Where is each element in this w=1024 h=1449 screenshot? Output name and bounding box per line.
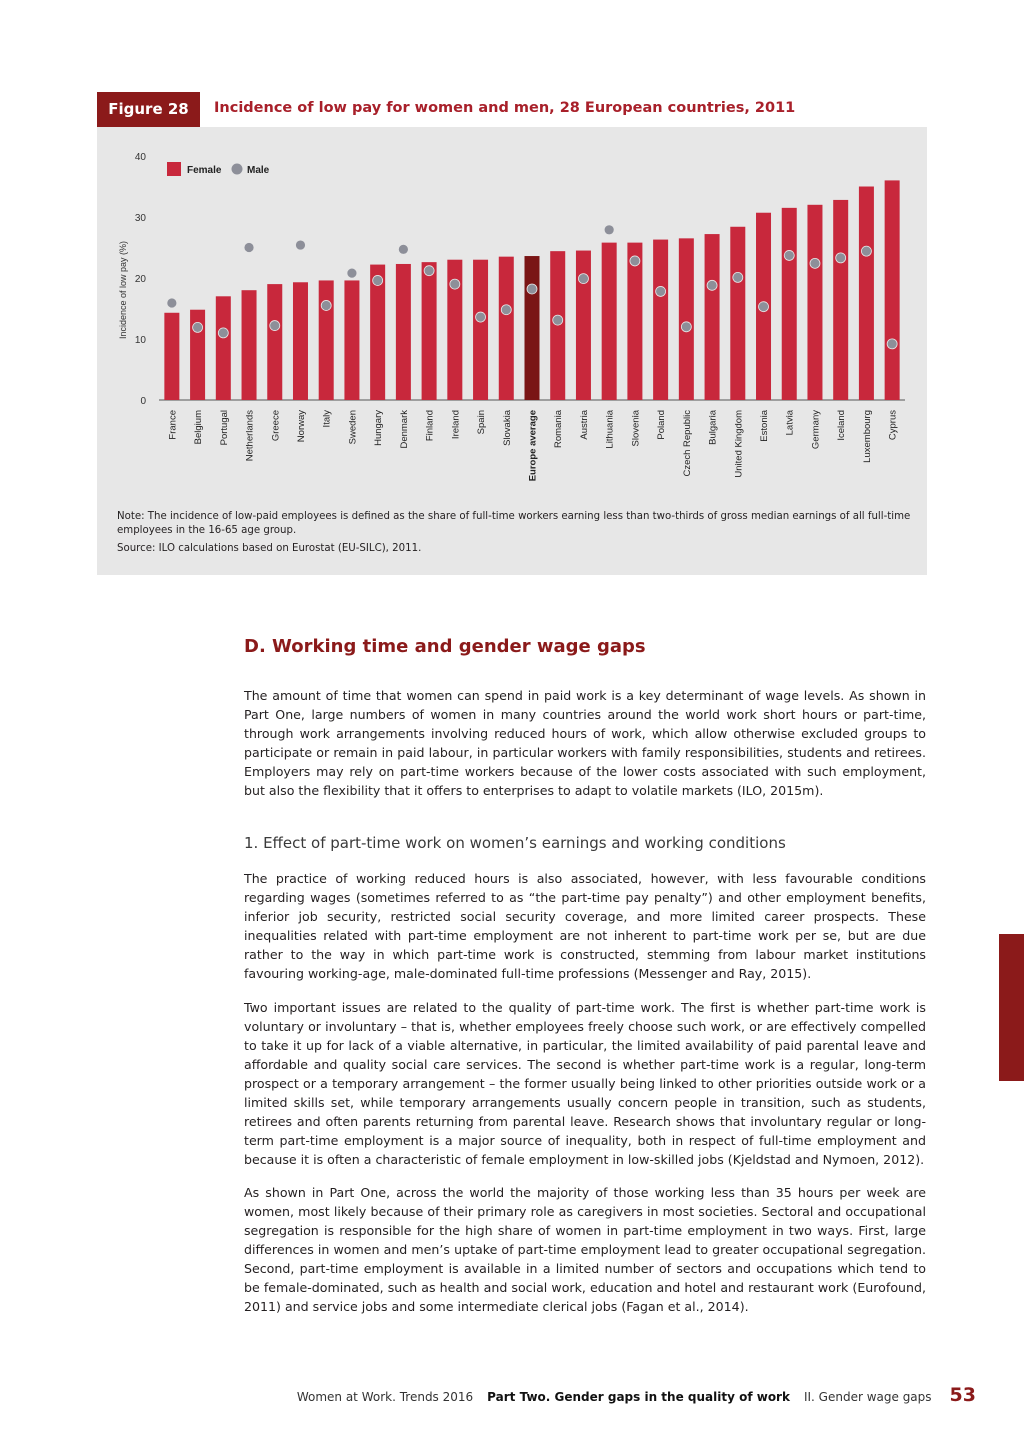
female-bar (242, 290, 257, 400)
male-dot (733, 272, 743, 282)
paragraph-2: The practice of working reduced hours is also associated, however, with less favourable conditions regarding wages (sometimes referred to as “the part-time pay penalty”) and other employment benefits, inferior job security, restricted social security coverage, and more limited career prospects. These inequalities related with part-time employment are not inherent to part-time work per se, but are due rather to the way in which part-time work is constructed, stemming from labour market institutions favouring working-age, male-dominated full-time professions (Messenger and Ray, 2015). (244, 871, 926, 981)
footer-chapter: II. Gender wage gaps (803, 1390, 932, 1404)
y-tick-label: 40 (134, 152, 146, 163)
male-dot (784, 250, 794, 260)
legend-male-label: Male (247, 165, 270, 176)
chart-panel (97, 127, 927, 575)
female-bar (730, 227, 745, 400)
y-tick-label: 30 (134, 213, 146, 224)
female-bar (396, 264, 411, 400)
x-tick-label: Belgium (193, 410, 205, 445)
x-tick-label: Latvia (784, 410, 796, 436)
female-bar (576, 251, 591, 400)
legend-female-swatch (167, 162, 181, 176)
male-dot (321, 300, 331, 310)
male-dot (553, 315, 563, 325)
x-tick-label: Greece (270, 410, 282, 442)
male-dot (810, 258, 820, 268)
x-tick-label: Luxembourg (861, 410, 873, 463)
x-tick-label: Czech Republic (681, 410, 693, 477)
x-tick-label: Slovakia (501, 410, 513, 446)
female-bar (782, 208, 797, 400)
female-bar (473, 260, 488, 400)
female-bar (679, 238, 694, 400)
male-dot (887, 339, 897, 349)
male-dot (604, 225, 614, 235)
x-tick-label: Romania (553, 410, 565, 449)
male-dot (373, 275, 383, 285)
x-tick-label: Lithuania (604, 410, 616, 449)
female-bar (653, 240, 668, 400)
x-tick-label: Denmark (398, 410, 410, 449)
x-tick-label: Iceland (836, 410, 848, 441)
male-dot (244, 243, 254, 253)
male-dot (424, 266, 434, 276)
male-dot (759, 302, 769, 312)
female-bar (293, 282, 308, 400)
female-bar (859, 187, 874, 401)
paragraph-1: The amount of time that women can spend in paid work is a key determinant of wage levels. As shown in Part One, large numbers of women in many countries around the world work short hours or part-time, through work arrangements involving reduced hours of work, which allow otherwise excluded groups to participate or remain in paid labour, in particular workers with family responsibilities, students and retirees. Employers may rely on part-time workers because of the lower costs associated with such employment, but also the flexibility that it offers to enterprises to adapt to volatile markets (ILO, 2015m). (244, 688, 926, 798)
x-tick-label: Estonia (759, 410, 771, 442)
male-dot (476, 312, 486, 322)
chapter-side-tab (999, 934, 1024, 1081)
female-bar (344, 280, 359, 400)
x-tick-label: Finland (424, 410, 436, 442)
x-tick-label: Cyprus (887, 410, 899, 441)
male-dot (630, 256, 640, 266)
x-tick-label: Italy (321, 410, 333, 428)
male-dot (501, 305, 511, 315)
figure-title: Incidence of low pay for women and men, 28 European countries, 2011 (214, 100, 796, 116)
x-tick-label: Netherlands (244, 410, 256, 462)
y-axis-title: Incidence of low pay (%) (118, 240, 128, 340)
female-bar (525, 256, 540, 400)
legend-female-label: Female (187, 165, 222, 176)
legend-male-marker (232, 164, 243, 175)
x-tick-label: Poland (656, 410, 668, 440)
figure-header (97, 92, 927, 127)
x-tick-label: Slovenia (630, 410, 642, 447)
x-tick-label: Austria (578, 410, 590, 440)
male-dot (527, 284, 537, 294)
x-tick-label: Spain (476, 410, 488, 435)
chart-source: Source: ILO calculations based on Eurostat (EU-SILC), 2011. (117, 543, 422, 554)
x-tick-label: Germany (810, 410, 822, 450)
female-bar (319, 280, 334, 400)
subsection-title: 1. Effect of part-time work on women’s earnings and working conditions (244, 834, 786, 852)
section-title: D. Working time and gender wage gaps (244, 636, 646, 657)
x-tick-label: United Kingdom (733, 410, 745, 478)
female-bar (267, 284, 282, 400)
footer-part: Part Two. Gender gaps in the quality of work (487, 1390, 790, 1404)
male-dot (347, 268, 357, 278)
x-tick-label: Sweden (347, 410, 359, 445)
male-dot (656, 286, 666, 296)
figure-label: Figure 28 (97, 92, 200, 127)
male-dot (707, 280, 717, 290)
male-dot (578, 274, 588, 284)
footer-publication: Women at Work. Trends 2016 (296, 1390, 474, 1404)
paragraph-3: Two important issues are related to the quality of part-time work. The first is whether part-time work is voluntary or involuntary – that is, whether employees freely choose such work, or are effectively compelled to take it up for lack of a viable alternative, in particular, the limited availability of paid parental leave and affordable and quality social care services. The second is whether part-time work is a regular, long-term prospect or a temporary arrangement – the former usually being linked to other priorities outside work or a limited skills set, while temporary arrangements usually concern people in transition, such as students, retirees and often parents returning from parental leave. Research shows that involuntary regular or long-term part-time employment is a major source of inequality, both in respect of full-time employment and because it is often a characteristic of female employment in low-skilled jobs (Kjeldstad and Nymoen, 2012). (244, 1000, 926, 1167)
male-dot (218, 328, 228, 338)
female-bar (705, 234, 720, 400)
x-tick-label: Hungary (373, 410, 385, 446)
x-tick-label: Norway (295, 410, 307, 443)
female-bar (550, 251, 565, 400)
y-tick-label: 0 (140, 396, 146, 407)
female-bar (885, 180, 900, 400)
bar-chart (97, 127, 927, 507)
page-footer (297, 1384, 976, 1408)
female-bar (602, 243, 617, 400)
x-tick-label: Europe average (527, 410, 539, 482)
male-dot (836, 253, 846, 263)
male-dot (450, 279, 460, 289)
chart-note: Note: The incidence of low-paid employees is defined as the share of full-time workers earning less than two-thirds of gross median earnings of all full-time employees in the 16-65 age group. (117, 511, 911, 536)
page-number: 53 (949, 1384, 976, 1406)
x-tick-label: France (167, 410, 179, 440)
female-bar (833, 200, 848, 400)
female-bar (216, 296, 231, 400)
male-dot (861, 246, 871, 256)
male-dot (295, 240, 305, 250)
x-tick-label: Ireland (450, 410, 462, 440)
female-bar (807, 205, 822, 400)
female-bar (499, 257, 514, 400)
male-dot (167, 298, 177, 308)
male-dot (681, 322, 691, 332)
male-dot (398, 244, 408, 254)
female-bar (422, 262, 437, 400)
paragraph-4: As shown in Part One, across the world the majority of those working less than 35 hours per week are women, most likely because of their primary role as caregivers in most societies. Sectoral and occupational segregation is responsible for the high share of women in part-time employment in two ways. First, large differences in women and men’s uptake of part-time employment lead to greater occupational segregation. Second, part-time employment is available in a limited number of sectors and occupations which tend to be female-dominated, such as health and social work, education and hotel and restaurant work (Eurofound, 2011) and service jobs and some intermediate clerical jobs (Fagan et al., 2014). (244, 1185, 926, 1314)
male-dot (193, 322, 203, 332)
x-tick-label: Portugal (218, 410, 230, 446)
chart-notes (117, 510, 917, 560)
y-tick-label: 20 (134, 274, 146, 285)
y-tick-label: 10 (134, 335, 146, 346)
male-dot (270, 321, 280, 331)
x-tick-label: Bulgaria (707, 410, 719, 445)
female-bar (164, 313, 179, 400)
